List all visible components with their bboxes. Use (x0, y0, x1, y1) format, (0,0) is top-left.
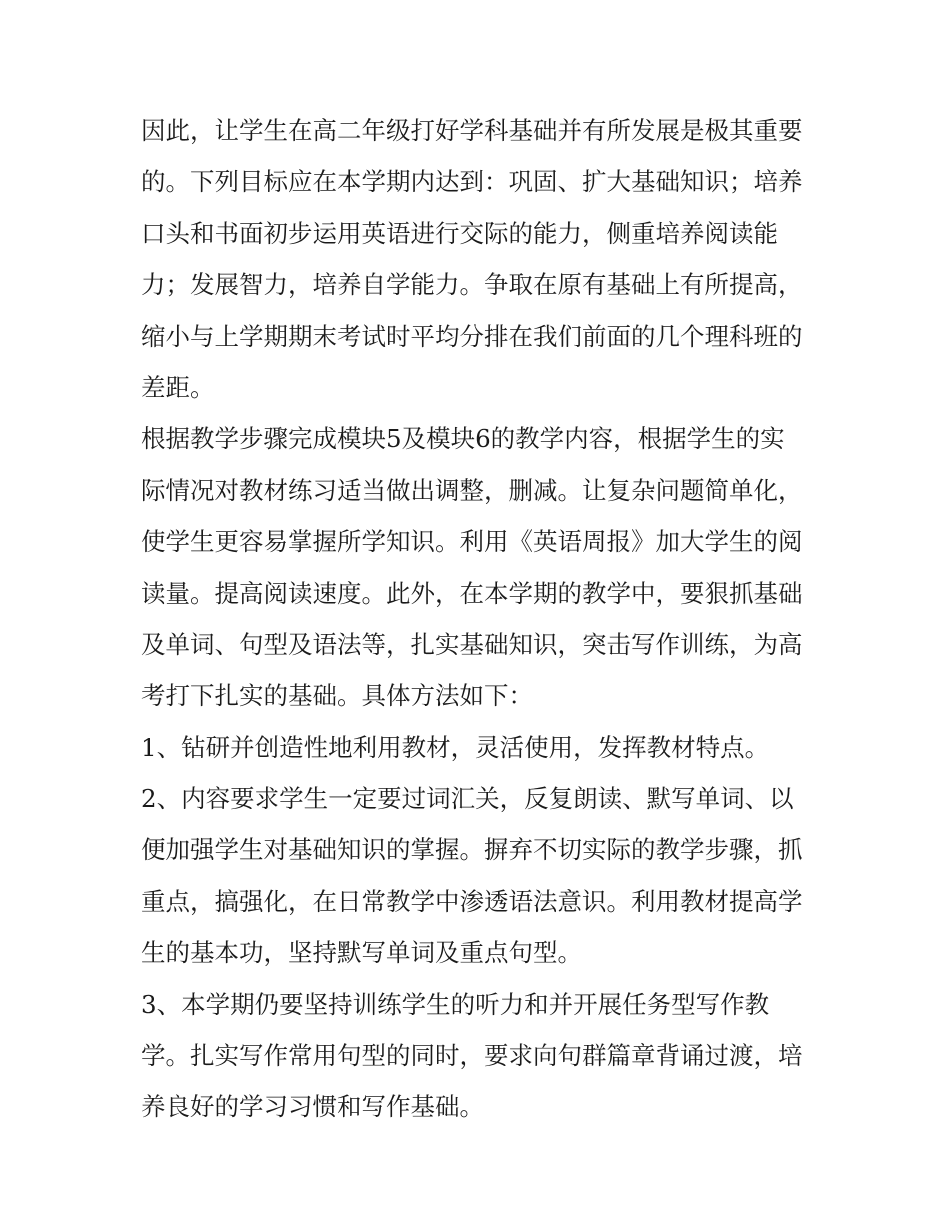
text-line: 际情况对教材练习适当做出调整，删减。让复杂问题简单化， (141, 475, 803, 505)
text-line: 的。下列目标应在本学期内达到：巩固、扩大基础知识；培养 (141, 167, 803, 197)
text-line: 使学生更容易掌握所学知识。利用《英语周报》加大学生的阅 (141, 527, 803, 557)
document-body (141, 105, 821, 1133)
text-line: 差距。 (141, 372, 215, 402)
list-item-1: 1、钻研并创造性地利用教材，灵活使用，发挥教材特点。 (141, 732, 770, 762)
list-item-3: 3、本学期仍要坚持训练学生的听力和并开展任务型写作教 (141, 989, 770, 1019)
text-line: 重点，搞强化，在日常教学中渗透语法意识。利用教材提高学 (141, 886, 803, 916)
text-line: 及单词、句型及语法等，扎实基础知识，突击写作训练，为高 (141, 629, 803, 659)
text-line: 生的基本功，坚持默写单词及重点句型。 (141, 938, 582, 968)
text-line: 缩小与上学期期末考试时平均分排在我们前面的几个理科班的 (141, 321, 803, 351)
text-line: 根据教学步骤完成模块5及模块6的教学内容，根据学生的实 (141, 424, 785, 454)
text-line: 学。扎实写作常用句型的同时，要求向句群篇章背诵过渡，培 (141, 1041, 803, 1071)
text-line: 考打下扎实的基础。具体方法如下： (141, 681, 533, 711)
list-item-2: 2、内容要求学生一定要过词汇关，反复朗读、默写单词、以 (141, 784, 794, 814)
text-line: 力；发展智力，培养自学能力。争取在原有基础上有所提高， (141, 270, 803, 300)
text-line: 因此，让学生在高二年级打好学科基础并有所发展是极其重要 (141, 116, 803, 145)
text-line: 养良好的学习习惯和写作基础。 (141, 1092, 484, 1122)
text-line: 便加强学生对基础知识的掌握。摒弃不切实际的教学步骤，抓 (141, 835, 803, 865)
text-line: 口头和书面初步运用英语进行交际的能力，侧重培养阅读能 (141, 218, 778, 248)
text-line: 读量。提高阅读速度。此外，在本学期的教学中，要狠抓基础 (141, 578, 803, 608)
